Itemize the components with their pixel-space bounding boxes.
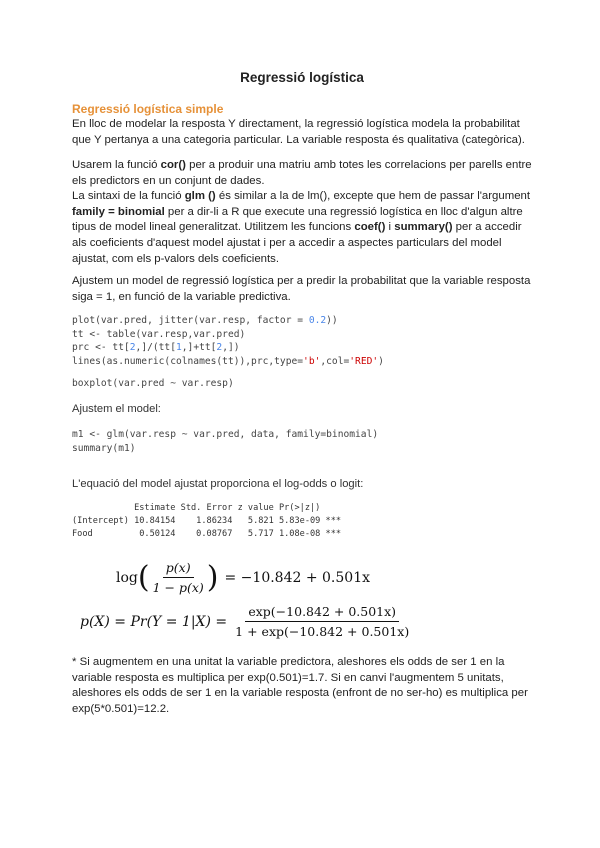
code-text: ,])	[222, 342, 240, 354]
paren-left: (	[137, 559, 150, 595]
paren-right: )	[206, 559, 219, 595]
text-run: és similar a la de lm(), excepte que hem de passar l'argument	[215, 190, 531, 203]
code-string: 'RED'	[349, 355, 379, 367]
fraction-denominator: 1 − p(x)	[152, 580, 204, 595]
code-text: ,]/(tt[	[135, 342, 176, 354]
code-number: 1	[175, 342, 182, 354]
code-block-plot	[72, 314, 384, 368]
code-number: 2	[216, 342, 223, 354]
code-block-glm	[72, 428, 378, 455]
model-paragraph: Ajustem un model de regressió logística per a predir la probabilitat que la variable resposta siga = 1, en funció de la variable predictiva.	[72, 275, 531, 303]
cor-function: cor()	[160, 159, 186, 171]
code-string: 'b'	[303, 355, 321, 367]
code-text: lines(as.numeric(colnames(tt)),prc,type=	[72, 355, 304, 367]
functions-paragraph	[72, 158, 532, 267]
family-argument: family = binomial	[72, 205, 165, 218]
fraction-numerator: p(x)	[163, 560, 194, 578]
output-row-food: Food 0.50124 0.08767 5.717 1.08e-08 ***	[72, 529, 342, 539]
code-text: plot(var.pred, jitter(var.resp, factor =	[72, 315, 309, 326]
probability-formula	[80, 604, 412, 639]
code-number: 2	[129, 342, 136, 354]
code-number: 0.2	[308, 315, 327, 326]
code-text: summary(m1)	[72, 442, 136, 454]
output-header: Estimate Std. Error z value Pr(>|z|)	[72, 503, 321, 513]
odds-fraction	[153, 560, 204, 595]
formula-rhs: = −10.842 + 0.501x	[224, 569, 371, 586]
coef-function: coef()	[354, 221, 386, 234]
fraction-numerator: exp(−10.842 + 0.501x)	[245, 604, 399, 622]
fraction-denominator: 1 + exp(−10.842 + 0.501x)	[235, 624, 410, 639]
footnote: * Si augmentem en una unitat la variable predictora, aleshores els odds de ser 1 en la variable resposta es multiplica per exp(0.501)=1.7. Si en canvi l'augmentem 5 unitats, aleshores els odds de ser 1 en la variable resposta (enfront de no ser-ho) es multiplica per exp(5*0.501)=12.2.	[72, 656, 528, 715]
output-row-intercept: (Intercept) 10.84154 1.86234 5.821 5.83e-09 ***	[72, 516, 342, 526]
text-run: per a produir una matriu amb totes les correlacions per parells entre els predictors en un conjunt de dades.	[72, 159, 532, 187]
code-text: prc <- tt[	[72, 342, 130, 354]
text-run: i	[385, 221, 395, 234]
code-text: )	[378, 355, 384, 367]
text-run: per a dir-li a R que execute una regressió logística en lloc d'algun altre tipus de model lineal generalitzat. Utilitzem les funcions	[72, 205, 523, 234]
intro-paragraph	[72, 117, 532, 148]
summary-function: summary()	[394, 221, 453, 234]
code-text: ,col=	[320, 355, 350, 367]
code-text: ))	[326, 315, 338, 326]
code-text: ,]+tt[	[181, 342, 217, 354]
fit-model-label: Ajustem el model:	[72, 403, 161, 415]
intro-text: En lloc de modelar la resposta Y directament, la regressió logística modela la probabilitat que Y pertanya a una categoria particular. La variable resposta és qualitativa (categòrica).	[72, 118, 525, 146]
section-heading: Regressió logística simple	[72, 102, 224, 116]
code-block-boxplot: boxplot(var.pred ~ var.resp)	[72, 378, 234, 389]
equation-intro: L'equació del model ajustat proporciona el log-odds o logit:	[72, 478, 364, 490]
text-run: La sintaxi de la funció	[72, 190, 185, 203]
formula-log: log	[116, 569, 138, 586]
probability-fraction	[235, 604, 409, 639]
regression-output	[72, 502, 372, 541]
page-title: Regressió logística	[240, 70, 364, 85]
glm-function: glm ()	[184, 190, 216, 203]
logit-formula	[116, 560, 370, 595]
code-text: m1 <- glm(var.resp ~ var.pred, data, family=binomial)	[72, 429, 379, 440]
code-text: tt <- table(var.resp,var.pred)	[72, 328, 246, 340]
formula-lhs: p(X) = Pr(Y = 1|X) =	[80, 613, 228, 630]
text-run: Usarem la funció	[72, 159, 161, 171]
text-run: per a accedir als coeficients d'aquest model ajustat i per a accedir a aspectes particulars del model ajustat, com els p-valors dels coeficients.	[72, 221, 522, 265]
